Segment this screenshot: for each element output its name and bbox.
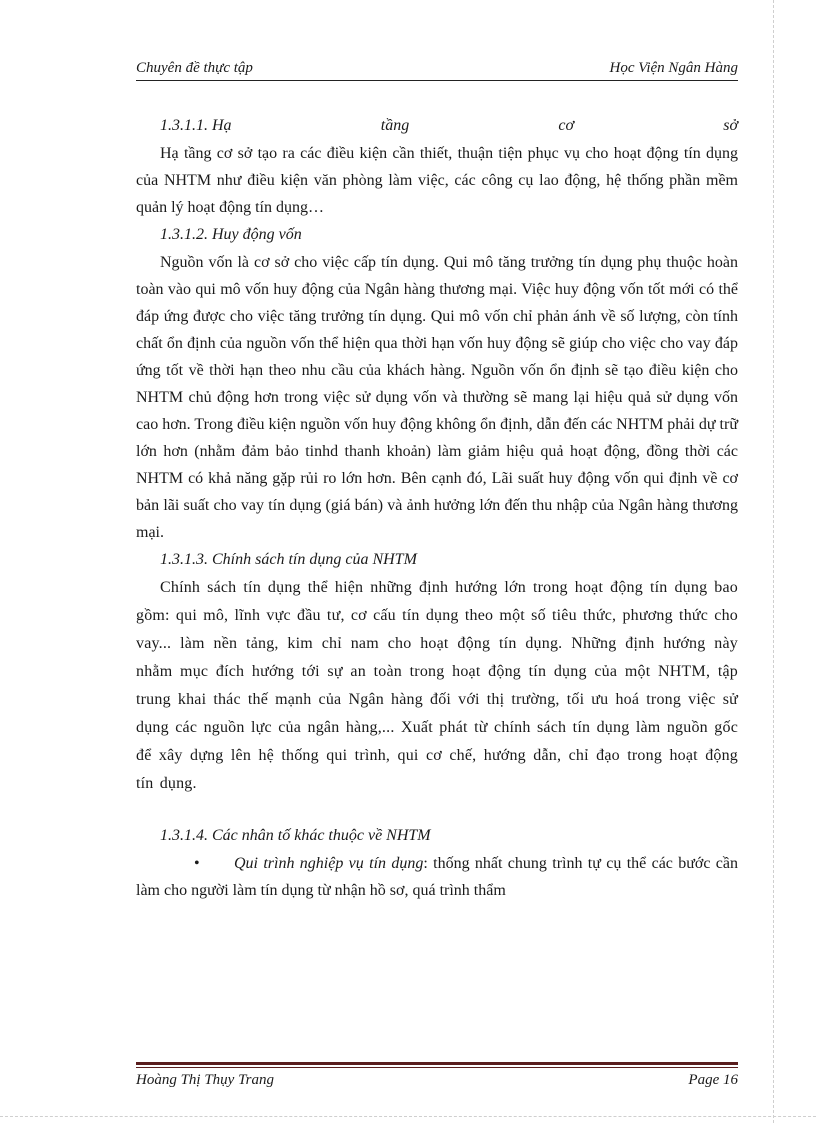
section-heading-1-3-1-2: 1.3.1.2. Huy động vốn [160,226,302,243]
bullet-term: Qui trình nghiệp vụ tín dụng [234,855,424,872]
heading-word: 1.3.1.1. Hạ [160,117,232,134]
footer-divider-thick [136,1062,738,1065]
header-document-type: Chuyên đề thực tập [136,60,253,76]
footer-page-number: Page 16 [688,1072,738,1088]
section-heading-1-3-1-3: 1.3.1.3. Chính sách tín dụng của NHTM [160,551,417,568]
heading-word: cơ [558,117,575,134]
bullet-mark: • [194,855,200,872]
header-divider [136,80,738,81]
section-heading-1-3-1-4: 1.3.1.4. Các nhân tố khác thuộc về NHTM [160,827,431,844]
page-edge-marker-horizontal [0,1116,816,1117]
page-edge-marker-vertical [773,0,774,1123]
page-body [136,112,738,904]
bullet-text: : thống nhất chung trình tự cụ thể các bước cần làm cho người làm tín dụng từ nhận hồ sơ, quá trình thẩm [136,855,739,899]
heading-word: tầng [380,117,410,134]
section-heading-1-3-1-1 [160,112,738,140]
header-institution: Học Viện Ngân Hàng [609,60,738,76]
footer-author: Hoàng Thị Thụy Trang [136,1072,274,1088]
page-header [136,58,738,78]
page-footer [136,1072,738,1092]
paragraph-infrastructure: Hạ tầng cơ sở tạo ra các điều kiện cần thiết, thuận tiện phục vụ cho hoạt động tín dụng của NHTM như điều kiện văn phòng làm việc, các công cụ lao động, hệ thống phần mềm quản lý hoạt động tín dụng… [136,145,738,216]
heading-word: sở [723,117,738,134]
footer-divider-thin [136,1067,738,1068]
bullet-item [136,850,738,904]
paragraph-credit-policy: Chính sách tín dụng thể hiện những định hướng lớn trong hoạt động tín dụng bao gồm: qui mô, lĩnh vực đầu tư, cơ cấu tín dụng theo một số tiêu thức, phương thức cho vay... làm nền tảng, kim chỉ nam cho hoạt động tín dụng. Những định hướng này nhằm mục đích hướng tới sự an toàn trong hoạt động tín dụng của một NHTM, tập trung khai thác thế mạnh của Ngân hàng đối với thị trường, tối ưu hoá trong việc sử dụng các nguồn lực của ngân hàng,... Xuất phát từ chính sách tín dụng làm nguồn gốc để xây dựng lên hệ thống qui trình, qui cơ chế, hướng dẫn, chỉ đạo trong hoạt động tín dụng. [136,579,738,792]
paragraph-capital-mobilization: Nguồn vốn là cơ sở cho việc cấp tín dụng. Qui mô tăng trưởng tín dụng phụ thuộc hoàn toàn vào qui mô vốn huy động của Ngân hàng thương mại. Việc huy động vốn tốt mới có thể đáp ứng được cho việc tăng trưởng tín dụng. Qui mô vốn chỉ phản ánh về số lượng, còn tính chất ổn định của nguồn vốn thể hiện qua thời hạn vốn huy động sẽ giúp cho việc cho vay đáp ứng tốt về thời hạn theo nhu cầu của khách hàng. Nguồn vốn ổn định sẽ tạo điều kiện cho NHTM chủ động hơn trong việc sử dụng vốn và thường sẽ mang lại hiệu quả sử dụng vốn cao hơn. Trong điều kiện nguồn vốn huy động không ổn định, dẫn đến các NHTM phải dự trữ lớn hơn (nhằm đảm bảo tinhd thanh khoản) làm giảm hiệu quả hoạt động, đồng thời các NHTM có khả năng gặp rủi ro lớn hơn. Bên cạnh đó, Lãi suất huy động vốn qui định về cơ bản lãi suất cho vay tín dụng (giá bán) và ảnh hưởng lớn đến thu nhập của Ngân hàng thương mại. [136,254,738,541]
